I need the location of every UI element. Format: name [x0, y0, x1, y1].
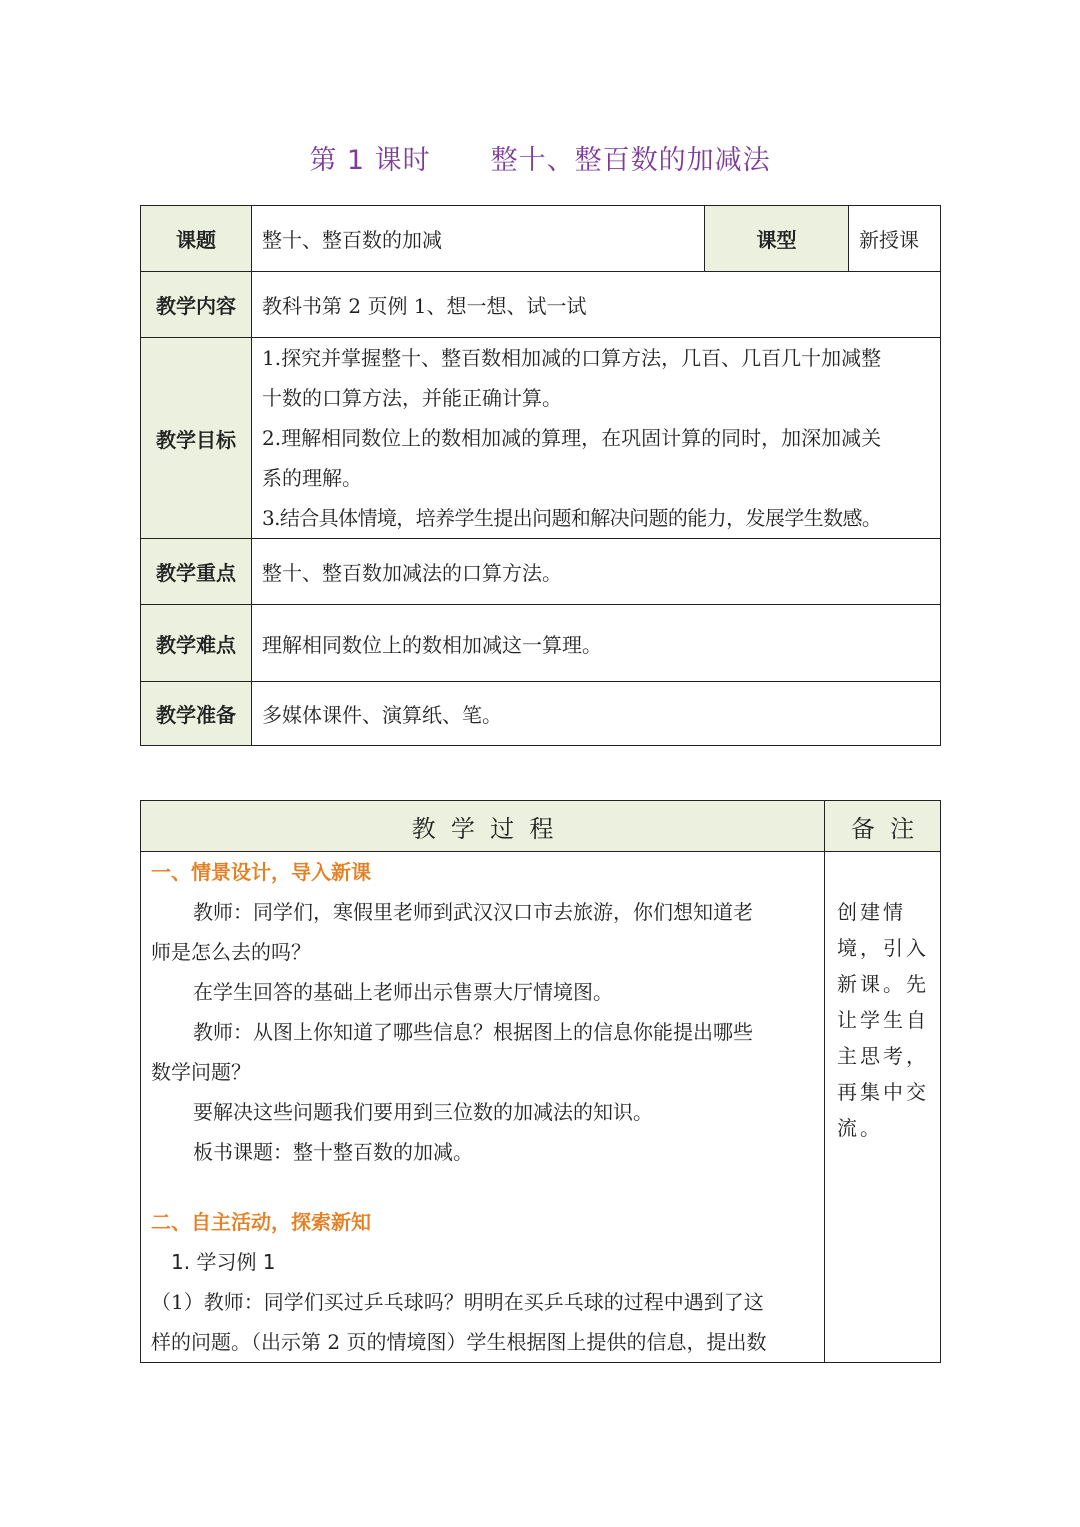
- content-row: [141, 272, 941, 338]
- goal-line: 系的理解。: [262, 466, 362, 490]
- goal-line: 十数的口算方法，并能正确计算。: [262, 386, 562, 410]
- topic-label: 课题: [141, 206, 252, 272]
- process-line: 教师：同学们，寒假里老师到武汉汉口市去旅游，你们想知道老: [193, 900, 753, 924]
- goal-line: 3.结合具体情境，培养学生提出问题和解决问题的能力，发展学生数感。: [262, 506, 882, 530]
- note-line: 境，引入: [837, 936, 929, 960]
- topic-value: 整十、整百数的加减: [252, 206, 705, 272]
- process-line: 样的问题。（出示第 2 页的情境图）学生根据图上提供的信息，提出数: [151, 1330, 767, 1354]
- type-value: 新授课: [849, 206, 941, 272]
- note-line: 新课。先: [837, 972, 929, 996]
- prep-value: 多媒体课件、演算纸、笔。: [252, 682, 941, 746]
- goals-value: [252, 338, 941, 539]
- difficult-row: [141, 605, 941, 682]
- process-line: 教师：从图上你知道了哪些信息？根据图上的信息你能提出哪些: [193, 1020, 753, 1044]
- key-label: 教学重点: [141, 539, 252, 605]
- difficult-label: 教学难点: [141, 605, 252, 682]
- key-row: [141, 539, 941, 605]
- note-header: 备 注: [825, 801, 941, 852]
- note-line: 主思考，: [837, 1044, 929, 1068]
- process-line: 在学生回答的基础上老师出示售票大厅情境图。: [193, 980, 613, 1004]
- process-header-row: [141, 801, 941, 852]
- lesson-topic: 整十、整百数的加减法: [490, 145, 771, 176]
- type-label: 课型: [705, 206, 849, 272]
- lesson-info-table: [140, 205, 941, 746]
- note-line: 创建情: [837, 900, 906, 924]
- subsection-heading: 1. 学习例 1: [171, 1250, 276, 1274]
- spacer: [151, 1172, 814, 1202]
- difficult-value: 理解相同数位上的数相加减这一算理。: [252, 605, 941, 682]
- key-value: 整十、整百数加减法的口算方法。: [252, 539, 941, 605]
- section-heading: 一、情景设计，导入新课: [151, 860, 371, 884]
- page-title: [0, 138, 1080, 177]
- process-line: 数学问题？: [151, 1060, 251, 1084]
- note-content: [825, 852, 941, 1363]
- note-line: 流。: [837, 1116, 883, 1140]
- goal-line: 1.探究并掌握整十、整百数相加减的口算方法，几百、几百几十加减整: [262, 346, 882, 370]
- teaching-process-table: [140, 800, 941, 1363]
- prep-row: [141, 682, 941, 746]
- note-line: 让学生自: [837, 1008, 929, 1032]
- process-content: [141, 852, 825, 1363]
- process-line: 师是怎么去的吗？: [151, 940, 311, 964]
- prep-label: 教学准备: [141, 682, 252, 746]
- goals-row: [141, 338, 941, 539]
- lesson-number: 第 1 课时: [309, 145, 431, 176]
- note-line: 再集中交: [837, 1080, 929, 1104]
- process-body-row: [141, 852, 941, 1363]
- content-value: 教科书第 2 页例 1、想一想、试一试: [252, 272, 941, 338]
- process-line: 板书课题：整十整百数的加减。: [193, 1140, 473, 1164]
- process-line: （1）教师：同学们买过乒乓球吗？明明在买乒乓球的过程中遇到了这: [151, 1290, 764, 1314]
- goal-line: 2.理解相同数位上的数相加减的算理，在巩固计算的同时，加深加减关: [262, 426, 882, 450]
- section-heading: 二、自主活动，探索新知: [151, 1210, 371, 1234]
- process-line: 要解决这些问题我们要用到三位数的加减法的知识。: [193, 1100, 653, 1124]
- topic-row: [141, 206, 941, 272]
- process-header: 教 学 过 程: [141, 801, 825, 852]
- goals-label: 教学目标: [141, 338, 252, 539]
- content-label: 教学内容: [141, 272, 252, 338]
